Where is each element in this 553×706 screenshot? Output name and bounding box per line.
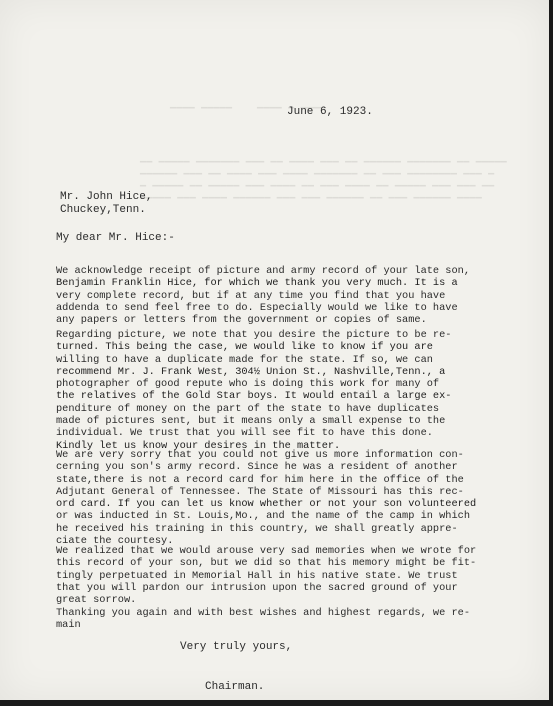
text-line: any papers or letters from the government or copies of same. (56, 314, 427, 327)
text-line: this record of your son, but we did so that his memory might be fit- (56, 557, 477, 570)
paragraph-memorial (56, 545, 496, 606)
text-line: very complete record, but if at any time you find that you have (56, 289, 446, 302)
text-line: Thanking you again and with best wishes and highest regards, we re- (56, 607, 471, 619)
text-line: Kindly let us know your desires in the matter. (56, 439, 341, 452)
salutation: My dear Mr. Hice:- (56, 232, 175, 244)
letter-date: June 6, 1923. (287, 106, 373, 118)
recipient-address (60, 191, 152, 217)
text-line: ciate the courtesy. (56, 535, 174, 548)
text-line: or was inducted in St. Louis,Mo., and the name of the camp in which (56, 510, 471, 523)
paragraph-acknowledgement (56, 265, 496, 326)
text-line: cerning you son's army record. Since he was a resident of another (56, 461, 458, 474)
paragraph-picture (56, 329, 496, 452)
bleed-through: ▁▁ ▁▁▁▁▁ ▁▁▁▁▁▁▁ ▁▁▁ ▁▁ ▁▁▁▁ ▁▁▁ ▁▁ ▁▁▁▁▁▁ ▁▁▁▁▁▁▁ ▁▁ ▁▁▁▁▁ (140, 153, 507, 164)
text-line: recommend Mr. J. Frank West, 304½ Union St., Nashville,Tenn., a (56, 365, 446, 378)
recipient-city: Chuckey,Tenn. (60, 204, 146, 216)
text-line: photographer of good repute who is doing this work for many of (56, 378, 440, 391)
signature-title: Chairman. (205, 681, 265, 693)
text-line: individual. We trust that you will see fit to have this done. (56, 427, 433, 440)
text-line: great sorrow. (56, 594, 137, 607)
text-line: We are very sorry that you could not give us more information con- (56, 449, 464, 461)
text-line: We realized that we would arouse very sad memories when we wrote for (56, 545, 477, 557)
text-line: penditure of money on the part of the state to have duplicates (56, 402, 440, 415)
recipient-name: Mr. John Hice, (60, 191, 153, 203)
text-line: tingly perpetuated in Memorial Hall in his native state. We trust (56, 569, 458, 582)
text-line: willing to have a duplicate made for the state. If so, we can (56, 353, 433, 366)
bleed-through: ▁▁▁▁ ▁▁▁▁▁ ▁▁▁▁ ▁ ▁▁▁▁ (170, 99, 326, 110)
text-line: We acknowledge receipt of picture and army record of your late son, (56, 265, 471, 277)
text-line: he received his training in this country, we shall greatly appre- (56, 522, 458, 535)
paragraph-army-record (56, 449, 496, 547)
text-line: state,there is not a record card for him here in the office of the (56, 473, 464, 486)
text-line: addenda to send feel free to do. Especially would we like to have (56, 301, 458, 314)
text-line: Regarding picture, we note that you desire the picture to be re- (56, 329, 452, 341)
text-line: the relatives of the Gold Star boys. It would entail a large ex- (56, 390, 452, 403)
paragraph-thanks (56, 607, 496, 632)
text-line: main (56, 619, 81, 632)
text-line: made of pictures sent, but it means only a small expense to the (56, 415, 446, 428)
bleed-through: ▁▁▁▁▁ ▁▁▁ ▁▁▁▁ ▁▁▁▁▁▁ ▁▁▁ ▁▁▁ ▁▁▁▁▁▁ ▁▁ ▁▁▁ ▁▁▁▁▁▁ ▁▁▁▁ (140, 189, 482, 200)
bleed-through: ▁▁▁▁▁▁ ▁▁▁ ▁▁ ▁▁▁▁ ▁▁▁ ▁▁▁▁ ▁▁▁▁▁▁▁ ▁▁ ▁▁▁ ▁▁▁▁▁▁▁▁ ▁▁▁ ▁ (140, 165, 495, 176)
text-line: turned. This being the case, we would like to know if you are (56, 341, 433, 354)
text-line: ord card. If you can let us know whether or not your son volunteered (56, 498, 477, 511)
complimentary-close: Very truly yours, (180, 641, 293, 653)
text-line: Adjutant General of Tennessee. The State of Missouri has this rec- (56, 485, 464, 498)
text-line: that you will pardon our intrusion upon the sacred ground of your (56, 581, 458, 594)
bleed-through: ▁ ▁▁▁▁▁ ▁▁ ▁▁▁▁▁ ▁▁▁ ▁▁▁▁ ▁▁ ▁▁▁ ▁▁▁▁ ▁▁ ▁▁▁▁▁ ▁▁▁ ▁▁▁ ▁▁ (140, 177, 495, 188)
text-line: Benjamin Franklin Hice, for which we thank you very much. It is a (56, 277, 458, 290)
